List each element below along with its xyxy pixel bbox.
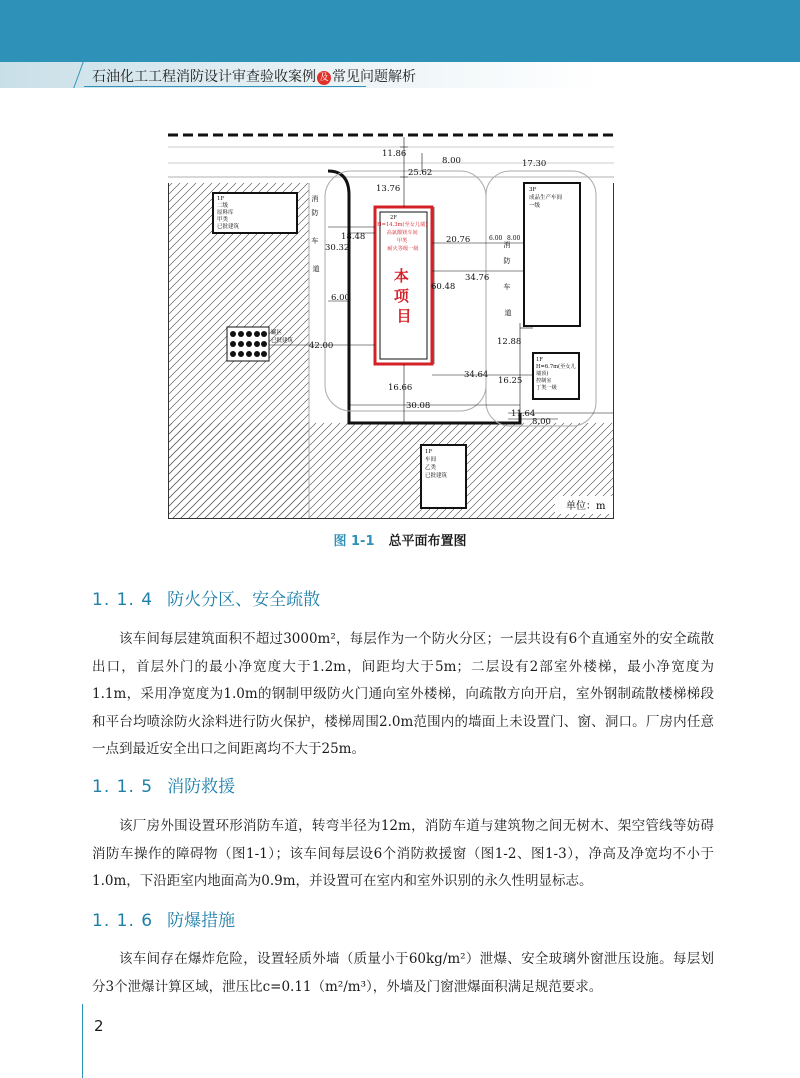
dim-8-00-right: 8.00 [507,235,521,242]
page-side-rule [82,1004,83,1078]
control-label-0: 1F [536,357,543,363]
project-big-label [394,267,414,325]
dim-42-00: 42.00 [309,341,334,351]
section-heading-1-1-5 [92,772,235,797]
dim-16-25: 16.25 [498,376,523,386]
dim-30-32: 30.32 [325,243,350,253]
tank-area-label-0: 罐区 [271,330,283,336]
figure-number: 图 1-1 [333,534,375,549]
raw-store-label-1: 二级 [217,203,229,209]
project-label-0: 本 [393,267,409,285]
right-road-0: 消 [503,241,511,249]
tank-symbols [230,331,267,357]
dim-60-48: 60.48 [431,282,456,292]
raw-store-label-2: 原料库 [217,210,234,216]
south-label-1: 车间 [425,457,437,463]
hatch-south-west [169,423,349,518]
dim-6-00-left: 6.00 [331,293,350,303]
dim-6-00-right: 6.00 [489,235,503,242]
figure-caption [0,530,800,549]
raw-store-label-0: 1F [217,196,225,202]
project-info-4: 耐火等级一级 [387,246,419,252]
dim-12-88: 12.88 [497,337,522,347]
finished-label-2: 一级 [529,203,541,209]
project-label-2: 目 [396,307,412,325]
dim-20-76: 20.76 [446,235,471,245]
left-road-2: 车 [311,237,319,245]
dim-18-48: 18.48 [341,232,366,242]
section-title: 消防救援 [167,777,236,797]
raw-store-label-3: 甲类 [217,217,229,223]
dim-11-64: 11.64 [511,409,536,419]
running-header-title [92,66,416,86]
section-heading-1-1-4 [92,585,320,610]
header-color-bar [0,0,800,62]
project-info-3: 甲类 [396,238,408,244]
finished-label-0: 3F [529,187,537,193]
south-label-3: 已批建筑 [425,473,448,479]
left-road-3: 道 [312,265,320,273]
left-road-1: 防 [311,209,319,217]
dim-8-00-top: 8.00 [442,156,461,166]
control-label-1: H=6.7m(至女儿 [536,364,576,370]
dim-30-08: 30.08 [406,401,431,411]
section-title: 防爆措施 [167,911,236,931]
south-label-2: 乙类 [425,465,437,471]
control-label-2: 墙顶) [536,371,549,377]
dim-8-00-bottom: 8.00 [532,417,551,427]
project-info-0: 2F [390,215,397,221]
site-plan-drawing [168,123,614,519]
south-label-0: 1F [425,449,433,455]
dim-16-66: 16.66 [388,383,413,393]
dim-34-64: 34.64 [464,370,489,380]
unit-label: 单位：m [566,501,606,512]
header-underline [84,86,366,87]
dim-25-62: 25.62 [408,168,433,178]
section-heading-1-1-6 [92,906,235,931]
left-road-0: 消 [311,195,319,203]
hatch-south-left-mid [349,423,408,518]
finished-label-1: 成品生产车间 [529,195,563,201]
raw-store-label-4: 已批建筑 [217,224,240,230]
section-title: 防火分区、安全疏散 [167,590,321,610]
project-info-1: H=14.3m(至女儿墙) [377,222,428,228]
dim-11-86: 11.86 [382,149,407,159]
section-number: 1. 1. 4 [92,590,154,610]
page-number: 2 [94,1017,104,1035]
figure-title: 总平面布置图 [388,534,467,549]
section-number: 1. 1. 6 [92,911,154,931]
project-label-1: 项 [393,287,409,305]
section-paragraph-1-1-5: 该厂房外围设置环形消防车道，转弯半径为12m，消防车道与建筑物之间无树木、架空管线等妨碍消防车操作的障碍物（图1-1）；该车间每层设6个消防救援窗（图1-2、图1-3），净高及净宽均不小于1.0m，下沿距室内地面高为0.9m，并设置可在室内和室外识别的永久性明显标志。 [92,818,714,889]
header-title-part2: 常见问题解析 [332,69,416,85]
dim-34-76: 34.76 [465,273,490,283]
control-label-4: 丁类一级 [536,385,557,391]
control-label-3: 控制室 [536,378,552,384]
project-info-2: 高氯酸镁车间 [386,230,418,236]
right-road-1: 防 [503,257,511,265]
section-paragraph-1-1-6: 该车间存在爆炸危险，设置轻质外墙（质量小于60kg/m²）泄爆、安全玻璃外窗泄压设施。每层划分3个泄爆计算区域，泄压比c=0.11（m²/m³），外墙及门窗泄爆面积满足规范要求。 [92,951,714,995]
site-plan-figure [168,123,614,519]
dim-13-76: 13.76 [376,184,401,194]
tank-area-label-1: 已批建筑 [271,338,294,344]
header-title-part1: 石油化工工程消防设计审查验收案例 [92,69,316,85]
header-amp-badge: 及 [317,71,331,85]
section-number: 1. 1. 5 [92,777,154,797]
dim-17-30: 17.30 [522,159,547,169]
section-paragraph-1-1-4: 该车间每层建筑面积不超过3000m²，每层作为一个防火分区；一层共设有6个直通室外的安全疏散出口，首层外门的最小净宽度大于1.2m，间距均大于5m；二层设有2部室外楼梯，最小净宽度为1.1m，采用净宽度为1.0m的钢制甲级防火门通向室外楼梯，向疏散方向开启，室外钢制疏散楼梯梯段和平台均喷涂防火涂料进行防火保护，楼梯周围2.0m范围内的墙面上未设置门、窗、洞口。厂房内任意一点到最近安全出口之间距离均不大于25m。 [92,631,714,757]
right-road-2: 车 [503,283,511,291]
right-road-3: 道 [504,309,512,317]
